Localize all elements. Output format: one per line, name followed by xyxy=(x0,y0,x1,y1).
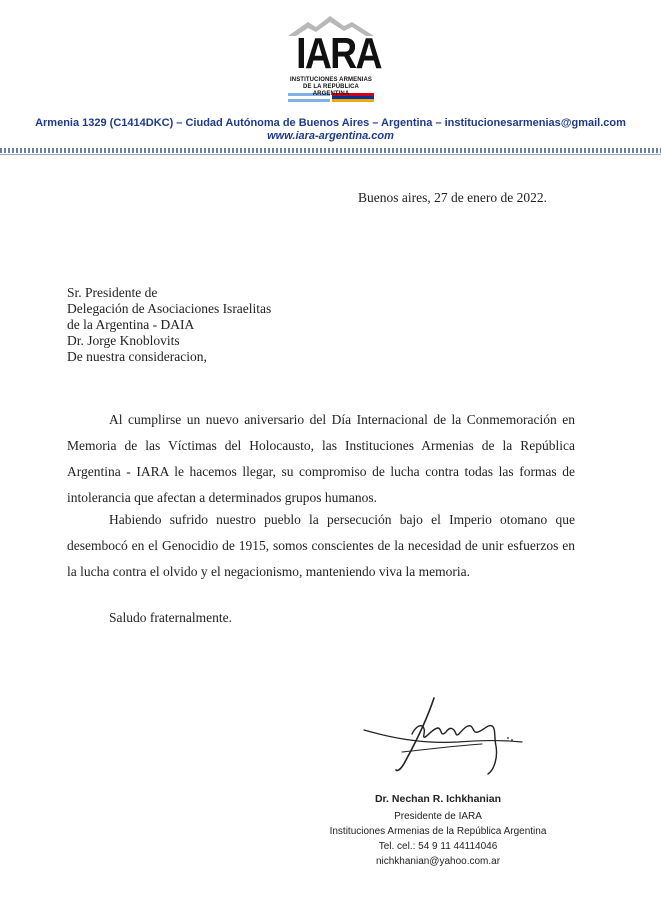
recipient-line: de la Argentina - DAIA xyxy=(67,317,195,332)
signer-role: Presidente de IARA xyxy=(394,811,482,822)
logo-subtitle-line2: DE LA REPÚBLICA ARGENTINA xyxy=(303,84,359,97)
letterhead-divider-line xyxy=(0,154,661,155)
body-paragraph-1: Al cumplirse un nuevo aniversario del Día Internacional de la Conmemoración en Memoria de las Víctimas del Holocausto, las Instituciones Armenias de la República Argentina - IARA le hacemos llegar, su compromiso de lucha contra todas las formas de intolerancia que afectan a determinados grupos humanos. xyxy=(67,412,575,505)
body-paragraph-2: Habiendo sufrido nuestro pueblo la persecución bajo el Imperio otomano que desembocó en el Genocidio de 1915, somos conscientes de la necesidad de unir esfuerzos en la lucha contra el olvido y el negacionismo, manteniendo viva la memoria. xyxy=(67,512,575,579)
logo-subtitle xyxy=(290,77,372,98)
signer-name: Dr. Nechan R. Ichkhanian xyxy=(374,793,502,805)
letter-date: Buenos aires, 27 de enero de 2022. xyxy=(358,190,547,205)
letterhead-website[interactable]: www.iara-argentina.com xyxy=(267,130,394,142)
letterhead-address: Armenia 1329 (C1414DKC) – Ciudad Autónoma de Buenos Aires – Argentina – institucionesarmenias@gmail.com xyxy=(35,117,626,129)
salutation: De nuestra consideracion, xyxy=(67,349,207,364)
recipient-block xyxy=(67,285,271,365)
iara-logo xyxy=(286,14,381,106)
letterhead-dotted-divider xyxy=(0,148,661,153)
logo-name: IARA xyxy=(296,29,381,78)
signer-phone: Tel. cel.: 54 9 11 44114046 xyxy=(378,841,498,852)
recipient-line: Dr. Jorge Knoblovits xyxy=(67,333,180,348)
closing: Saludo fraternalmente. xyxy=(109,610,232,625)
recipient-line: Sr. Presidente de xyxy=(67,285,158,300)
logo-subtitle-line1: INSTITUCIONES ARMENIAS xyxy=(290,77,372,83)
handwritten-signature xyxy=(362,694,526,780)
recipient-line: Delegación de Asociaciones Israelitas xyxy=(67,301,272,316)
signer-email[interactable]: nichkhanian@yahoo.com.ar xyxy=(375,856,501,867)
signer-organization: Instituciones Armenias de la República Argentina xyxy=(329,826,547,837)
